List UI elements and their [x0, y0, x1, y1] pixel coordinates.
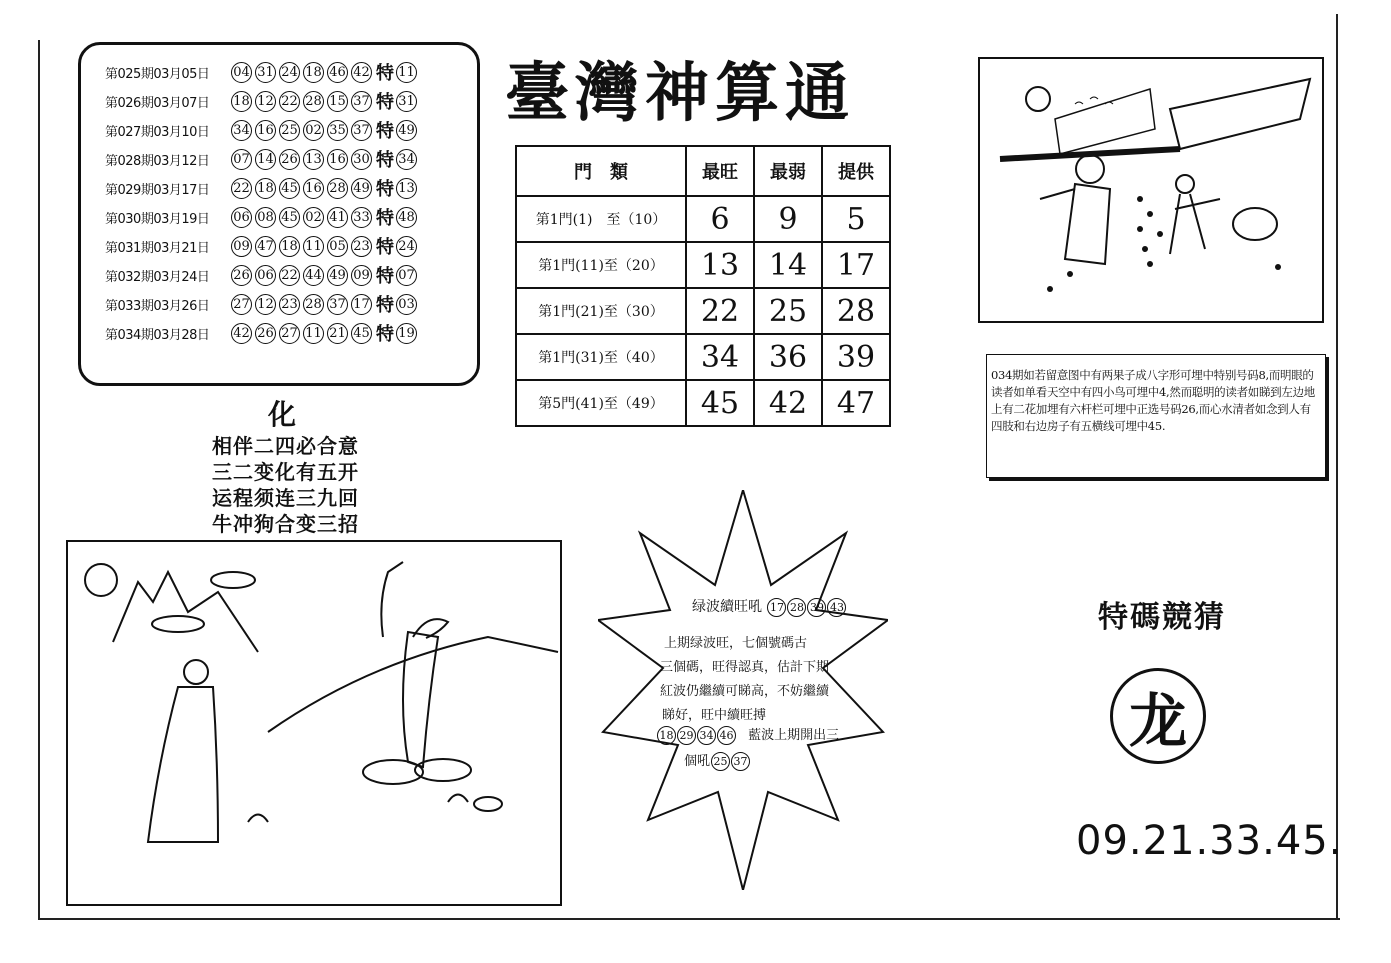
table-header: 提供: [822, 146, 890, 196]
verse-title: 化: [268, 398, 297, 431]
number-ball: 28: [303, 294, 324, 315]
special-number-ball: 31: [396, 91, 417, 112]
history-date-label: 第033期03月26日: [105, 298, 210, 314]
star-headline: [692, 596, 846, 617]
number-ball: 13: [303, 149, 324, 170]
table-cell: 47: [822, 380, 890, 426]
table-row-label: 第1門(1) 至（10）: [516, 196, 686, 242]
verse-line: 相伴二四必合意: [212, 434, 359, 458]
number-ball: 22: [279, 91, 300, 112]
number-ball: 18: [231, 91, 252, 112]
table-row: [516, 380, 890, 426]
number-ball: 14: [255, 149, 276, 170]
number-ball: 49: [351, 178, 372, 199]
number-ball: 02: [303, 207, 324, 228]
number-ball: 16: [255, 120, 276, 141]
special-mark: 特: [376, 179, 394, 200]
table-cell: 9: [754, 196, 822, 242]
number-ball: 17: [351, 294, 372, 315]
special-mark: 特: [376, 63, 394, 84]
table-row: [516, 242, 890, 288]
table-cell: 36: [754, 334, 822, 380]
number-ball: 37: [327, 294, 348, 315]
history-row: [105, 263, 420, 287]
number-ball: 18: [303, 62, 324, 83]
number-ball: 22: [231, 178, 252, 199]
hint-text: 034期如若留意图中有两果子成八字形可埋中特别号码8,而明眼的读者如单看天空中有四小鸟可埋中4,然而聪明的读者如睇到左边地上有二花加埋有六杆栏可埋中正选号码26,而心水清者如念到人有四肢和右边房子有五横线可埋中45.: [986, 354, 1326, 478]
number-ball: 06: [255, 265, 276, 286]
number-ball: 44: [303, 265, 324, 286]
special-mark: 特: [376, 237, 394, 258]
number-ball: 22: [279, 265, 300, 286]
number-ball: 29: [677, 726, 696, 745]
history-date-label: 第026期03月07日: [105, 95, 210, 111]
special-number-ball: 34: [396, 149, 417, 170]
history-row: [105, 89, 420, 113]
history-row: [105, 60, 420, 84]
number-ball: 34: [231, 120, 252, 141]
number-ball: 12: [255, 294, 276, 315]
star-blue-text2: 個吼: [684, 754, 711, 769]
history-row: [105, 234, 420, 258]
history-date-label: 第034期03月28日: [105, 327, 210, 343]
number-ball: 37: [731, 752, 750, 771]
number-ball: 04: [231, 62, 252, 83]
page-frame-right: [1336, 14, 1338, 919]
star-red-line: [656, 724, 839, 745]
number-ball: 06: [231, 207, 252, 228]
number-ball: 24: [279, 62, 300, 83]
star-body-line: 紅波仍繼續可睇高，不妨繼續: [660, 684, 830, 699]
table-header-row: [516, 146, 890, 196]
table-row: [516, 288, 890, 334]
number-ball: 09: [231, 236, 252, 257]
number-ball: 28: [303, 91, 324, 112]
star-blue-text: 藍波上期開出三: [748, 728, 840, 743]
number-ball: 33: [351, 207, 372, 228]
number-ball: 30: [351, 149, 372, 170]
history-date-label: 第032期03月24日: [105, 269, 210, 285]
number-ball: 27: [231, 294, 252, 315]
special-mark: 特: [376, 324, 394, 345]
number-ball: 21: [327, 323, 348, 344]
table-row-label: 第1門(11)至（20）: [516, 242, 686, 288]
illustration-fortune-teller: [978, 57, 1324, 323]
verse-line: 运程须连三九回: [212, 486, 359, 510]
table-cell: 17: [822, 242, 890, 288]
special-mark: 特: [376, 150, 394, 171]
special-number-ball: 13: [396, 178, 417, 199]
number-ball: 43: [827, 598, 846, 617]
number-ball: 45: [279, 178, 300, 199]
number-ball: 28: [327, 178, 348, 199]
table-header: 門 類: [516, 146, 686, 196]
number-ball: 09: [351, 265, 372, 286]
number-ball: 23: [279, 294, 300, 315]
scholar-tree-drawing: [68, 542, 560, 904]
number-ball: 18: [657, 726, 676, 745]
illustration-scholar-tree: [66, 540, 562, 906]
history-date-label: 第025期03月05日: [105, 66, 210, 82]
special-mark: 特: [376, 295, 394, 316]
table-header: 最旺: [686, 146, 754, 196]
table-row-label: 第5門(41)至（49）: [516, 380, 686, 426]
history-row: [105, 321, 420, 345]
table-cell: 45: [686, 380, 754, 426]
number-ball: 42: [231, 323, 252, 344]
number-ball: 08: [255, 207, 276, 228]
number-ball: 05: [327, 236, 348, 257]
star-blue-line: [684, 750, 750, 771]
special-number-ball: 48: [396, 207, 417, 228]
number-ball: 27: [279, 323, 300, 344]
number-ball: 15: [327, 91, 348, 112]
history-row: [105, 118, 420, 142]
number-ball: 42: [351, 62, 372, 83]
number-ball: 45: [279, 207, 300, 228]
number-ball: 46: [717, 726, 736, 745]
number-ball: 23: [351, 236, 372, 257]
number-ball: 11: [303, 236, 324, 257]
star-body-line: 三個碼，旺得認真，估計下期: [660, 660, 830, 675]
special-number-ball: 03: [396, 294, 417, 315]
history-date-label: 第030期03月19日: [105, 211, 210, 227]
special-number-ball: 24: [396, 236, 417, 257]
table-cell: 34: [686, 334, 754, 380]
number-ball: 25: [711, 752, 730, 771]
number-ball: 39: [807, 598, 826, 617]
history-date-label: 第031期03月21日: [105, 240, 210, 256]
number-ball: 34: [697, 726, 716, 745]
table-cell: 42: [754, 380, 822, 426]
history-row: [105, 147, 420, 171]
table-header: 最弱: [754, 146, 822, 196]
number-ball: 07: [231, 149, 252, 170]
star-body-line: 睇好，旺中續旺搏: [662, 708, 767, 723]
number-ball: 26: [279, 149, 300, 170]
history-box: [78, 42, 480, 386]
history-date-label: 第028期03月12日: [105, 153, 210, 169]
number-ball: 31: [255, 62, 276, 83]
table-row-label: 第1門(21)至（30）: [516, 288, 686, 334]
number-ball: 37: [351, 91, 372, 112]
table-cell: 5: [822, 196, 890, 242]
special-number-ball: 11: [396, 62, 417, 83]
number-ball: 12: [255, 91, 276, 112]
table-cell: 28: [822, 288, 890, 334]
history-row: [105, 292, 420, 316]
number-ball: 35: [327, 120, 348, 141]
fortune-teller-drawing: [980, 59, 1322, 321]
table-cell: 13: [686, 242, 754, 288]
number-ball: 28: [787, 598, 806, 617]
table-row-label: 第1門(31)至（40）: [516, 334, 686, 380]
number-ball: 18: [255, 178, 276, 199]
number-ball: 37: [351, 120, 372, 141]
table-cell: 6: [686, 196, 754, 242]
number-ball: 16: [327, 149, 348, 170]
guess-title: 特碼競猜: [1098, 600, 1226, 635]
number-ball: 26: [255, 323, 276, 344]
table-cell: 39: [822, 334, 890, 380]
number-ball: 45: [351, 323, 372, 344]
special-number-ball: 07: [396, 265, 417, 286]
special-mark: 特: [376, 208, 394, 229]
number-ball: 17: [767, 598, 786, 617]
history-row: [105, 176, 420, 200]
number-ball: 02: [303, 120, 324, 141]
star-body-line: 上期绿波旺，七個號碼古: [664, 636, 808, 651]
number-ball: 18: [279, 236, 300, 257]
page-title: 臺灣神算通: [505, 56, 855, 131]
special-number-ball: 19: [396, 323, 417, 344]
special-number-ball: 49: [396, 120, 417, 141]
star-headline-text: 绿波續旺吼: [692, 599, 762, 615]
table-cell: 14: [754, 242, 822, 288]
number-ball: 41: [327, 207, 348, 228]
number-table: [515, 145, 891, 427]
table-row: [516, 196, 890, 242]
number-ball: 46: [327, 62, 348, 83]
number-ball: 11: [303, 323, 324, 344]
table-cell: 25: [754, 288, 822, 334]
number-ball: 25: [279, 120, 300, 141]
special-mark: 特: [376, 92, 394, 113]
special-mark: 特: [376, 121, 394, 142]
special-mark: 特: [376, 266, 394, 287]
zodiac-badge: 龙: [1110, 668, 1206, 764]
number-ball: 47: [255, 236, 276, 257]
history-row: [105, 205, 420, 229]
number-ball: 26: [231, 265, 252, 286]
number-ball: 49: [327, 265, 348, 286]
guess-numbers: 09.21.33.45.: [1076, 818, 1343, 864]
table-cell: 22: [686, 288, 754, 334]
verse-line: 三二变化有五开: [212, 460, 359, 484]
history-date-label: 第027期03月10日: [105, 124, 210, 140]
verse-line: 牛冲狗合变三招: [212, 512, 359, 536]
number-ball: 16: [303, 178, 324, 199]
history-date-label: 第029期03月17日: [105, 182, 210, 198]
table-row: [516, 334, 890, 380]
